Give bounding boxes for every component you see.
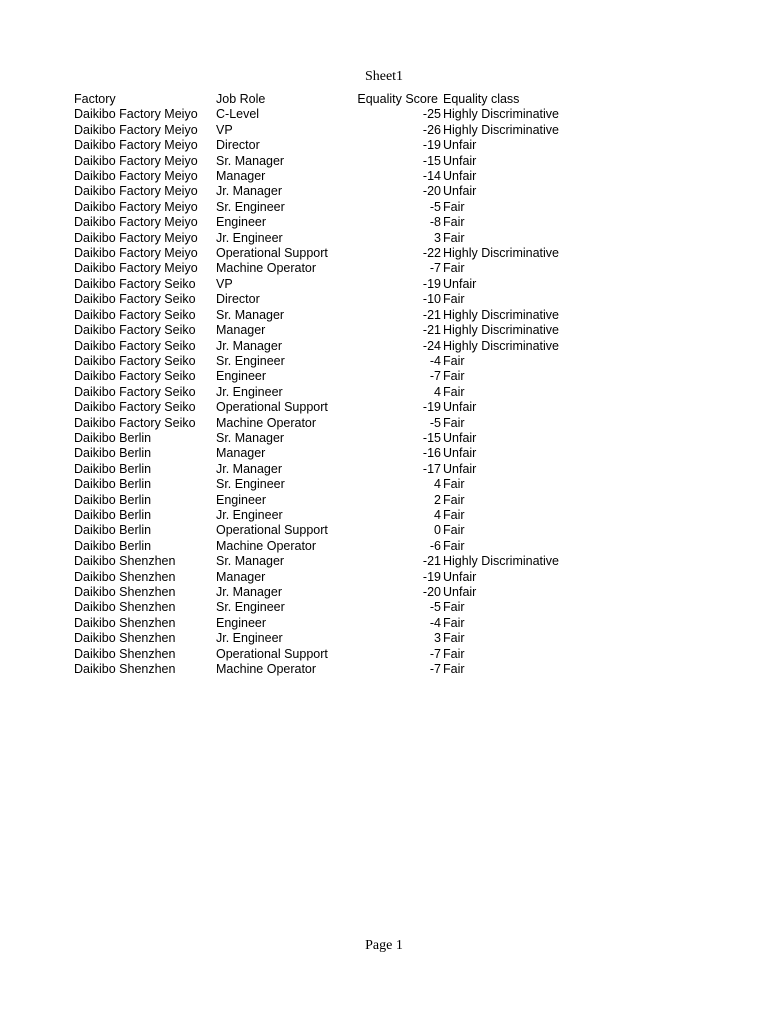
cell-equality-score: -4 — [429, 353, 441, 368]
cell-job-role: VP — [216, 122, 233, 137]
cell-equality-score: -5 — [429, 199, 441, 214]
cell-equality-score: -25 — [422, 107, 441, 122]
cell-factory: Daikibo Berlin — [74, 461, 152, 476]
cell-equality-score: -19 — [422, 400, 441, 415]
cell-job-role: Jr. Manager — [216, 338, 283, 353]
cell-job-role: Operational Support — [216, 246, 328, 261]
table-row — [72, 539, 583, 554]
cell-job-role: Engineer — [216, 369, 267, 384]
cell-factory: Daikibo Berlin — [74, 477, 152, 492]
table-row — [72, 400, 583, 415]
cell-job-role: Jr. Engineer — [216, 507, 283, 522]
cell-equality-class: Fair — [443, 292, 465, 307]
table-row — [72, 600, 583, 615]
cell-equality-class: Highly Discriminative — [443, 554, 559, 569]
cell-equality-class: Fair — [443, 384, 465, 399]
cell-equality-score: -5 — [429, 415, 441, 430]
cell-equality-score: -16 — [422, 446, 441, 461]
table-row — [72, 215, 583, 230]
cell-equality-class: Fair — [443, 646, 465, 661]
cell-job-role: Machine Operator — [216, 538, 317, 553]
cell-equality-class: Highly Discriminative — [443, 122, 559, 137]
cell-job-role: Engineer — [216, 492, 267, 507]
cell-factory: Daikibo Factory Seiko — [74, 276, 196, 291]
cell-job-role: Engineer — [216, 215, 267, 230]
table-row — [72, 231, 583, 246]
table-row — [72, 585, 583, 600]
cell-job-role: Jr. Engineer — [216, 230, 283, 245]
cell-equality-class: Highly Discriminative — [443, 246, 559, 261]
cell-equality-score: -21 — [422, 554, 441, 569]
table-row — [72, 523, 583, 538]
cell-factory: Daikibo Shenzhen — [74, 554, 176, 569]
cell-equality-score: -24 — [422, 338, 441, 353]
cell-factory: Daikibo Factory Meiyo — [74, 215, 198, 230]
cell-factory: Daikibo Factory Seiko — [74, 369, 196, 384]
table-row — [72, 138, 583, 153]
cell-equality-class: Highly Discriminative — [443, 323, 559, 338]
table-row — [72, 631, 583, 646]
cell-job-role: Sr. Engineer — [216, 477, 285, 492]
table-row — [72, 308, 583, 323]
cell-job-role: Operational Support — [216, 400, 328, 415]
cell-factory: Daikibo Factory Seiko — [74, 323, 196, 338]
cell-factory: Daikibo Berlin — [74, 430, 152, 445]
cell-equality-class: Fair — [443, 631, 465, 646]
cell-equality-score: -5 — [429, 600, 441, 615]
cell-equality-score: -19 — [422, 276, 441, 291]
cell-equality-score: -15 — [422, 430, 441, 445]
cell-equality-class: Fair — [443, 261, 465, 276]
header-row — [72, 92, 583, 107]
data-table — [72, 92, 583, 677]
table-row — [72, 493, 583, 508]
cell-equality-class: Unfair — [443, 276, 477, 291]
cell-factory: Daikibo Factory Meiyo — [74, 138, 198, 153]
cell-equality-class: Fair — [443, 615, 465, 630]
cell-equality-score: -6 — [429, 538, 441, 553]
table-row — [72, 323, 583, 338]
table-row — [72, 369, 583, 384]
cell-equality-score: -7 — [429, 646, 441, 661]
cell-equality-score: -7 — [429, 662, 441, 677]
cell-equality-class: Fair — [443, 369, 465, 384]
cell-factory: Daikibo Berlin — [74, 538, 152, 553]
cell-equality-score: 4 — [434, 477, 441, 492]
cell-job-role: Jr. Manager — [216, 461, 283, 476]
cell-equality-class: Highly Discriminative — [443, 307, 559, 322]
table-row — [72, 154, 583, 169]
cell-equality-class: Fair — [443, 523, 465, 538]
table-row — [72, 477, 583, 492]
cell-equality-class: Unfair — [443, 184, 477, 199]
table-row — [72, 123, 583, 138]
cell-equality-class: Highly Discriminative — [443, 338, 559, 353]
cell-factory: Daikibo Factory Meiyo — [74, 261, 198, 276]
cell-factory: Daikibo Shenzhen — [74, 631, 176, 646]
cell-equality-score: -8 — [429, 215, 441, 230]
cell-factory: Daikibo Berlin — [74, 492, 152, 507]
cell-job-role: Sr. Manager — [216, 430, 285, 445]
cell-factory: Daikibo Factory Seiko — [74, 307, 196, 322]
cell-factory: Daikibo Shenzhen — [74, 646, 176, 661]
cell-factory: Daikibo Factory Seiko — [74, 292, 196, 307]
cell-factory: Daikibo Factory Meiyo — [74, 169, 198, 184]
cell-job-role: Sr. Engineer — [216, 600, 285, 615]
sheet-title: Sheet1 — [364, 69, 404, 84]
cell-job-role: Sr. Engineer — [216, 199, 285, 214]
cell-job-role: Manager — [216, 323, 266, 338]
cell-equality-score: 4 — [434, 384, 441, 399]
cell-equality-score: -7 — [429, 261, 441, 276]
cell-equality-class: Fair — [443, 199, 465, 214]
cell-job-role: Machine Operator — [216, 261, 317, 276]
cell-job-role: Jr. Manager — [216, 184, 283, 199]
table-row — [72, 354, 583, 369]
cell-equality-score: -4 — [429, 615, 441, 630]
cell-equality-score: -22 — [422, 246, 441, 261]
table-row — [72, 169, 583, 184]
cell-job-role: Machine Operator — [216, 415, 317, 430]
cell-equality-score: -7 — [429, 369, 441, 384]
cell-equality-score: -26 — [422, 122, 441, 137]
cell-equality-class: Unfair — [443, 446, 477, 461]
cell-factory: Daikibo Factory Meiyo — [74, 199, 198, 214]
cell-factory: Daikibo Berlin — [74, 523, 152, 538]
cell-job-role: Jr. Manager — [216, 585, 283, 599]
cell-equality-class: Fair — [443, 538, 465, 553]
cell-job-role: Operational Support — [216, 523, 328, 538]
cell-job-role: Manager — [216, 446, 266, 461]
table-row — [72, 292, 583, 307]
cell-equality-score: 2 — [434, 492, 441, 507]
cell-factory: Daikibo Factory Meiyo — [74, 122, 198, 137]
cell-equality-class: Fair — [443, 353, 465, 368]
cell-equality-class: Fair — [443, 215, 465, 230]
cell-factory: Daikibo Factory Meiyo — [74, 184, 198, 199]
cell-factory: Daikibo Factory Seiko — [74, 384, 196, 399]
column-header-equality-class: Equality class — [443, 92, 520, 106]
cell-equality-score: 4 — [434, 507, 441, 522]
cell-equality-class: Unfair — [443, 461, 477, 476]
cell-factory: Daikibo Factory Seiko — [74, 415, 196, 430]
cell-factory: Daikibo Factory Seiko — [74, 353, 196, 368]
table-body — [72, 107, 583, 677]
cell-equality-class: Fair — [443, 477, 465, 492]
cell-equality-class: Fair — [443, 492, 465, 507]
cell-equality-class: Fair — [443, 662, 465, 677]
table-row — [72, 647, 583, 662]
cell-equality-class: Fair — [443, 600, 465, 615]
table-row — [72, 246, 583, 261]
cell-factory: Daikibo Berlin — [74, 446, 152, 461]
cell-factory: Daikibo Factory Seiko — [74, 338, 196, 353]
cell-factory: Daikibo Factory Meiyo — [74, 153, 198, 168]
table-row — [72, 662, 583, 677]
column-header-job-role: Job Role — [216, 92, 266, 106]
table-row — [72, 184, 583, 199]
cell-job-role: Manager — [216, 569, 266, 584]
cell-job-role: Jr. Engineer — [216, 384, 283, 399]
table-row — [72, 462, 583, 477]
cell-factory: Daikibo Factory Meiyo — [74, 107, 198, 122]
table-row — [72, 107, 583, 122]
table-row — [72, 339, 583, 354]
column-header-equality-score: Equality Score — [357, 92, 438, 106]
cell-equality-class: Unfair — [443, 585, 477, 599]
cell-job-role: Jr. Engineer — [216, 631, 283, 646]
cell-equality-score: 3 — [434, 230, 441, 245]
cell-equality-class: Unfair — [443, 153, 477, 168]
cell-equality-score: -21 — [422, 307, 441, 322]
cell-job-role: Sr. Engineer — [216, 353, 285, 368]
cell-factory: Daikibo Shenzhen — [74, 585, 176, 599]
cell-job-role: Operational Support — [216, 646, 328, 661]
cell-equality-score: -19 — [422, 138, 441, 153]
cell-equality-score: -21 — [422, 323, 441, 338]
cell-equality-score: -20 — [422, 184, 441, 199]
table-row — [72, 570, 583, 585]
cell-equality-class: Unfair — [443, 400, 477, 415]
cell-job-role: Director — [216, 292, 260, 307]
table-row — [72, 261, 583, 276]
cell-equality-score: 0 — [434, 523, 441, 538]
cell-equality-score: -19 — [422, 569, 441, 584]
cell-factory: Daikibo Factory Meiyo — [74, 246, 198, 261]
cell-equality-score: -14 — [422, 169, 441, 184]
cell-equality-score: -20 — [422, 585, 441, 599]
cell-job-role: VP — [216, 276, 233, 291]
cell-factory: Daikibo Shenzhen — [74, 600, 176, 615]
cell-factory: Daikibo Factory Meiyo — [74, 230, 198, 245]
cell-equality-class: Unfair — [443, 569, 477, 584]
table-row — [72, 616, 583, 631]
cell-job-role: Director — [216, 138, 260, 153]
cell-equality-class: Fair — [443, 507, 465, 522]
cell-equality-score: -17 — [422, 461, 441, 476]
cell-equality-class: Fair — [443, 230, 465, 245]
cell-equality-score: 3 — [434, 631, 441, 646]
table-row — [72, 385, 583, 400]
cell-job-role: Sr. Manager — [216, 153, 285, 168]
column-header-factory: Factory — [74, 92, 116, 106]
cell-factory: Daikibo Shenzhen — [74, 615, 176, 630]
table-row — [72, 277, 583, 292]
table-row — [72, 446, 583, 461]
table-row — [72, 200, 583, 215]
table-row — [72, 508, 583, 523]
table-row — [72, 416, 583, 431]
cell-factory: Daikibo Berlin — [74, 507, 152, 522]
table-row — [72, 431, 583, 446]
cell-factory: Daikibo Shenzhen — [74, 662, 176, 677]
page-number: Page 1 — [365, 938, 403, 953]
cell-job-role: Manager — [216, 169, 266, 184]
cell-equality-score: -15 — [422, 153, 441, 168]
cell-equality-class: Fair — [443, 415, 465, 430]
cell-equality-class: Unfair — [443, 169, 477, 184]
cell-equality-score: -10 — [422, 292, 441, 307]
cell-job-role: Machine Operator — [216, 662, 317, 677]
cell-job-role: Engineer — [216, 615, 267, 630]
cell-equality-class: Unfair — [443, 138, 477, 153]
cell-equality-class: Unfair — [443, 430, 477, 445]
table-row — [72, 554, 583, 569]
cell-equality-class: Highly Discriminative — [443, 107, 559, 122]
cell-factory: Daikibo Shenzhen — [74, 569, 176, 584]
cell-factory: Daikibo Factory Seiko — [74, 400, 196, 415]
cell-job-role: C-Level — [216, 107, 260, 122]
cell-job-role: Sr. Manager — [216, 307, 285, 322]
cell-job-role: Sr. Manager — [216, 554, 285, 569]
